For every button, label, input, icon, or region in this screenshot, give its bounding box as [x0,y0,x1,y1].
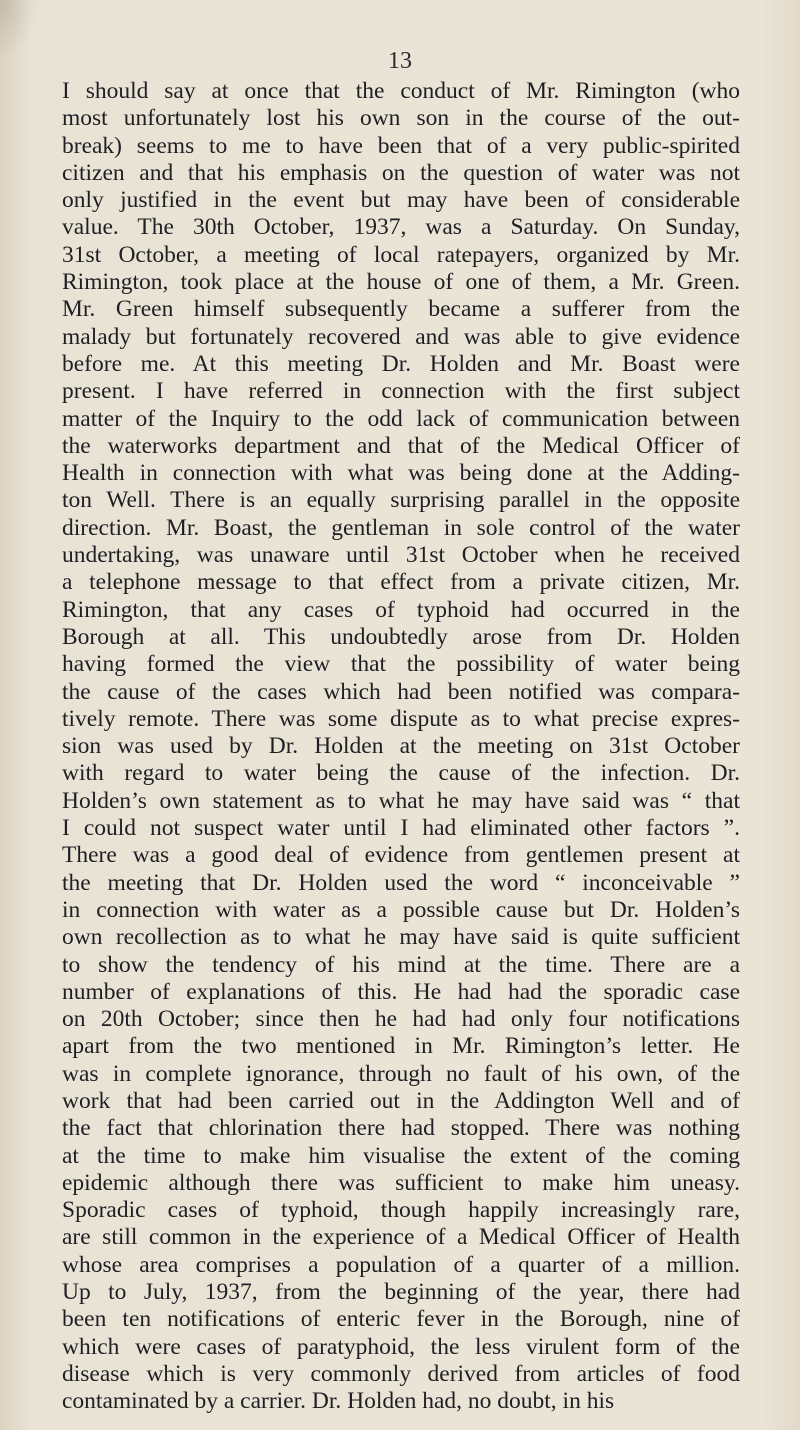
text-line: was in complete ignorance, through no fault of his own, of the [62,1060,740,1087]
page-number: 13 [388,48,412,74]
text-line: a telephone message to that effect from a private citizen, Mr. [62,569,740,596]
text-line: the cause of the cases which had been notified was compara- [62,678,740,705]
text-line: epidemic although there was sufficient to make him uneasy. [62,1169,740,1196]
text-line: malady but fortunately recovered and was able to give evidence [62,323,740,350]
text-line: Mr. Green himself subsequently became a sufferer from the [62,296,740,323]
text-line: with regard to water being the cause of the infection. Dr. [62,760,740,787]
text-line: I could not suspect water until I had eliminated other factors ”. [62,815,740,842]
text-line: the meeting that Dr. Holden used the word “ inconceivable ” [62,869,740,896]
text-line: tively remote. There was some dispute as to what precise expres- [62,705,740,732]
text-line: Health in connection with what was being done at the Adding- [62,460,740,487]
text-line: Rimington, took place at the house of one of them, a Mr. Green. [62,269,740,296]
text-line: whose area comprises a population of a quarter of a million. [62,1251,740,1278]
text-line: to show the tendency of his mind at the time. There are a [62,951,740,978]
text-line: Rimington, that any cases of typhoid had occurred in the [62,596,740,623]
body-text [62,78,740,1416]
text-line: ton Well. There is an equally surprising parallel in the opposite [62,487,740,514]
text-line: 31st October, a meeting of local ratepayers, organized by Mr. [62,241,740,268]
text-line: sion was used by Dr. Holden at the meeting on 31st October [62,733,740,760]
text-line: the fact that chlorination there had stopped. There was nothing [62,1115,740,1142]
text-line: are still common in the experience of a Medical Officer of Health [62,1224,740,1251]
text-line: before me. At this meeting Dr. Holden and Mr. Boast were [62,350,740,377]
text-line: been ten notifications of enteric fever in the Borough, nine of [62,1306,740,1333]
text-line: number of explanations of this. He had had the sporadic case [62,978,740,1005]
text-line: Borough at all. This undoubtedly arose from Dr. Holden [62,623,740,650]
text-line: at the time to make him visualise the extent of the coming [62,1142,740,1169]
text-line: work that had been carried out in the Addington Well and of [62,1087,740,1114]
text-line: undertaking, was unaware until 31st October when he received [62,542,740,569]
text-line: the waterworks department and that of the Medical Officer of [62,432,740,459]
text-line: matter of the Inquiry to the odd lack of communication between [62,405,740,432]
text-line: Sporadic cases of typhoid, though happily increasingly rare, [62,1197,740,1224]
text-line: on 20th October; since then he had had only four notifications [62,1006,740,1033]
text-line: value. The 30th October, 1937, was a Saturday. On Sunday, [62,214,740,241]
text-line: which were cases of paratyphoid, the less virulent form of the [62,1333,740,1360]
text-line: in connection with water as a possible cause but Dr. Holden’s [62,896,740,923]
text-line: present. I have referred in connection with the first subject [62,378,740,405]
text-line: most unfortunately lost his own son in the course of the out- [62,105,740,132]
text-line: disease which is very commonly derived from articles of food [62,1360,740,1387]
text-line: break) seems to me to have been that of a very public-spirited [62,132,740,159]
text-line: Holden’s own statement as to what he may have said was “ that [62,787,740,814]
text-line: apart from the two mentioned in Mr. Rimington’s letter. He [62,1033,740,1060]
text-line: own recollection as to what he may have said is quite sufficient [62,924,740,951]
text-line: contaminated by a carrier. Dr. Holden had, no doubt, in his [62,1388,615,1415]
text-line: direction. Mr. Boast, the gentleman in sole control of the water [62,514,740,541]
text-line: only justified in the event but may have been of considerable [62,187,740,214]
text-line: I should say at once that the conduct of Mr. Rimington (who [62,78,740,104]
text-line: There was a good deal of evidence from gentlemen present at [62,842,740,869]
text-line: having formed the view that the possibility of water being [62,651,740,678]
text-line: Up to July, 1937, from the beginning of the year, there had [62,1279,740,1306]
text-line: citizen and that his emphasis on the question of water was not [62,159,740,186]
